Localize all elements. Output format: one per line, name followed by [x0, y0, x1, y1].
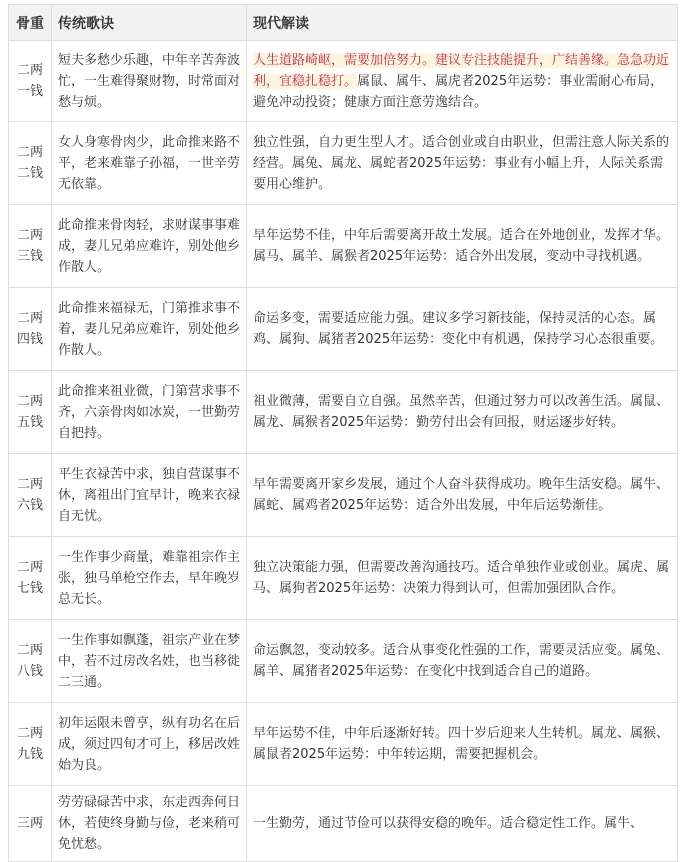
table-row: [9, 786, 678, 862]
table-row: [9, 122, 678, 205]
interpretation-text: 早年运势不佳，中年后需要离开故土发展。适合在外地创业，发挥才华。属马、属羊、属猴者2025年运势：适合外出发展，变动中寻找机遇。: [253, 228, 670, 264]
interpretation-cell: [247, 122, 678, 205]
verse-cell: 短夫多愁少乐趣，中年辛苦奔波忙，一生难得聚财物，时常面对愁与烦。: [52, 41, 247, 122]
verse-cell: 一生作事少商量，难靠祖宗作主张，独马单枪空作去，早年晚岁总无长。: [52, 537, 247, 620]
interpretation-cell: [247, 371, 678, 454]
table-row: [9, 620, 678, 703]
table-row: [9, 41, 678, 122]
interpretation-text: 属鼠、属牛、属虎者2025年运势：事业需耐心布局，避免冲动投资；健康方面注意劳逸结合。: [253, 73, 664, 110]
bone-weight-cell: 二两一钱: [9, 41, 52, 122]
verse-cell: 此命推来福禄无，门第推求事不着，妻儿兄弟应难许，别处他乡作散人。: [52, 288, 247, 371]
table-row: [9, 371, 678, 454]
header-weight: 骨重: [9, 5, 52, 41]
interpretation-cell: [247, 41, 678, 122]
bone-weight-cell: 二两五钱: [9, 371, 52, 454]
bone-weight-cell: 二两八钱: [9, 620, 52, 703]
table-body: [9, 41, 678, 862]
table-row: [9, 454, 678, 537]
interpretation-text: 早年运势不佳，中年后逐渐好转。四十岁后迎来人生转机。属龙、属猴、属鼠者2025年运势：中年转运期，需要把握机会。: [253, 726, 670, 762]
bone-weight-cell: 三两: [9, 786, 52, 862]
interpretation-text: 一生勤劳，通过节俭可以获得安稳的晚年。适合稳定性工作。属牛、: [253, 816, 644, 831]
verse-cell: 平生衣禄苦中求，独自营谋事不休，离祖出门宜早计，晚来衣禄自无忧。: [52, 454, 247, 537]
verse-cell: 劳劳碌碌苦中求，东走西奔何日休，若使终身勤与俭，老来稍可免忧愁。: [52, 786, 247, 862]
bone-weight-cell: 二两三钱: [9, 205, 52, 288]
table-header: [9, 5, 678, 41]
interpretation-text: 命运飘忽，变动较多。适合从事变化性强的工作，需要灵活应变。属兔、属羊、属猪者2025年运势：在变化中找到适合自己的道路。: [253, 643, 670, 679]
interpretation-cell: [247, 288, 678, 371]
table-row: [9, 205, 678, 288]
bone-weight-cell: 二两九钱: [9, 703, 52, 786]
interpretation-text: 独立性强，自力更生型人才。适合创业或自由职业，但需注意人际关系的经营。属兔、属龙、属蛇者2025年运势：事业有小幅上升，人际关系需要用心维护。: [253, 134, 670, 192]
verse-cell: 女人身寒骨肉少，此命推来路不平，老来难靠子孙福，一世辛劳无依靠。: [52, 122, 247, 205]
verse-cell: 一生作事如飘蓬，祖宗产业在梦中，若不过房改名姓，也当移徙二三通。: [52, 620, 247, 703]
interpretation-cell: [247, 786, 678, 862]
header-row: [9, 5, 678, 41]
interpretation-cell: [247, 205, 678, 288]
bone-weight-table: [8, 4, 678, 862]
table-row: [9, 703, 678, 786]
bone-weight-cell: 二两七钱: [9, 537, 52, 620]
header-interpretation: 现代解读: [247, 5, 678, 41]
interpretation-cell: [247, 454, 678, 537]
bone-weight-cell: 二两四钱: [9, 288, 52, 371]
bone-weight-cell: 二两二钱: [9, 122, 52, 205]
verse-cell: 此命推来骨肉轻，求财谋事事难成，妻儿兄弟应难许，别处他乡作散人。: [52, 205, 247, 288]
interpretation-cell: [247, 703, 678, 786]
interpretation-text: 早年需要离开家乡发展，通过个人奋斗获得成功。晚年生活安稳。属牛、属蛇、属鸡者2025年运势：适合外出发展，中年后运势渐佳。: [253, 477, 670, 513]
verse-cell: 初年运限未曾亨，纵有功名在后成，须过四旬才可上，移居改姓始为良。: [52, 703, 247, 786]
header-verse: 传统歌诀: [52, 5, 247, 41]
interpretation-cell: [247, 620, 678, 703]
interpretation-text: 独立决策能力强，但需要改善沟通技巧。适合单独作业或创业。属虎、属马、属狗者2025年运势：决策力得到认可，但需加强团队合作。: [253, 560, 670, 596]
interpretation-text: 祖业微薄，需要自立自强。虽然辛苦，但通过努力可以改善生活。属鼠、属龙、属猴者2025年运势：勤劳付出会有回报，财运逐步好转。: [253, 394, 670, 430]
table-row: [9, 537, 678, 620]
bone-weight-cell: 二两六钱: [9, 454, 52, 537]
interpretation-text: 命运多变，需要适应能力强。建议多学习新技能，保持灵活的心态。属鸡、属狗、属猪者2025年运势：变化中有机遇，保持学习心态很重要。: [253, 311, 664, 347]
highlighted-advice: 人生道路崎岖，需要加倍努力。建议专注技能提升，广结善缘。急急功近利，宜稳扎稳打。: [253, 52, 670, 89]
table-row: [9, 288, 678, 371]
interpretation-cell: [247, 537, 678, 620]
verse-cell: 此命推来祖业微，门第营求事不齐，六亲骨肉如冰炭，一世勤劳自把持。: [52, 371, 247, 454]
